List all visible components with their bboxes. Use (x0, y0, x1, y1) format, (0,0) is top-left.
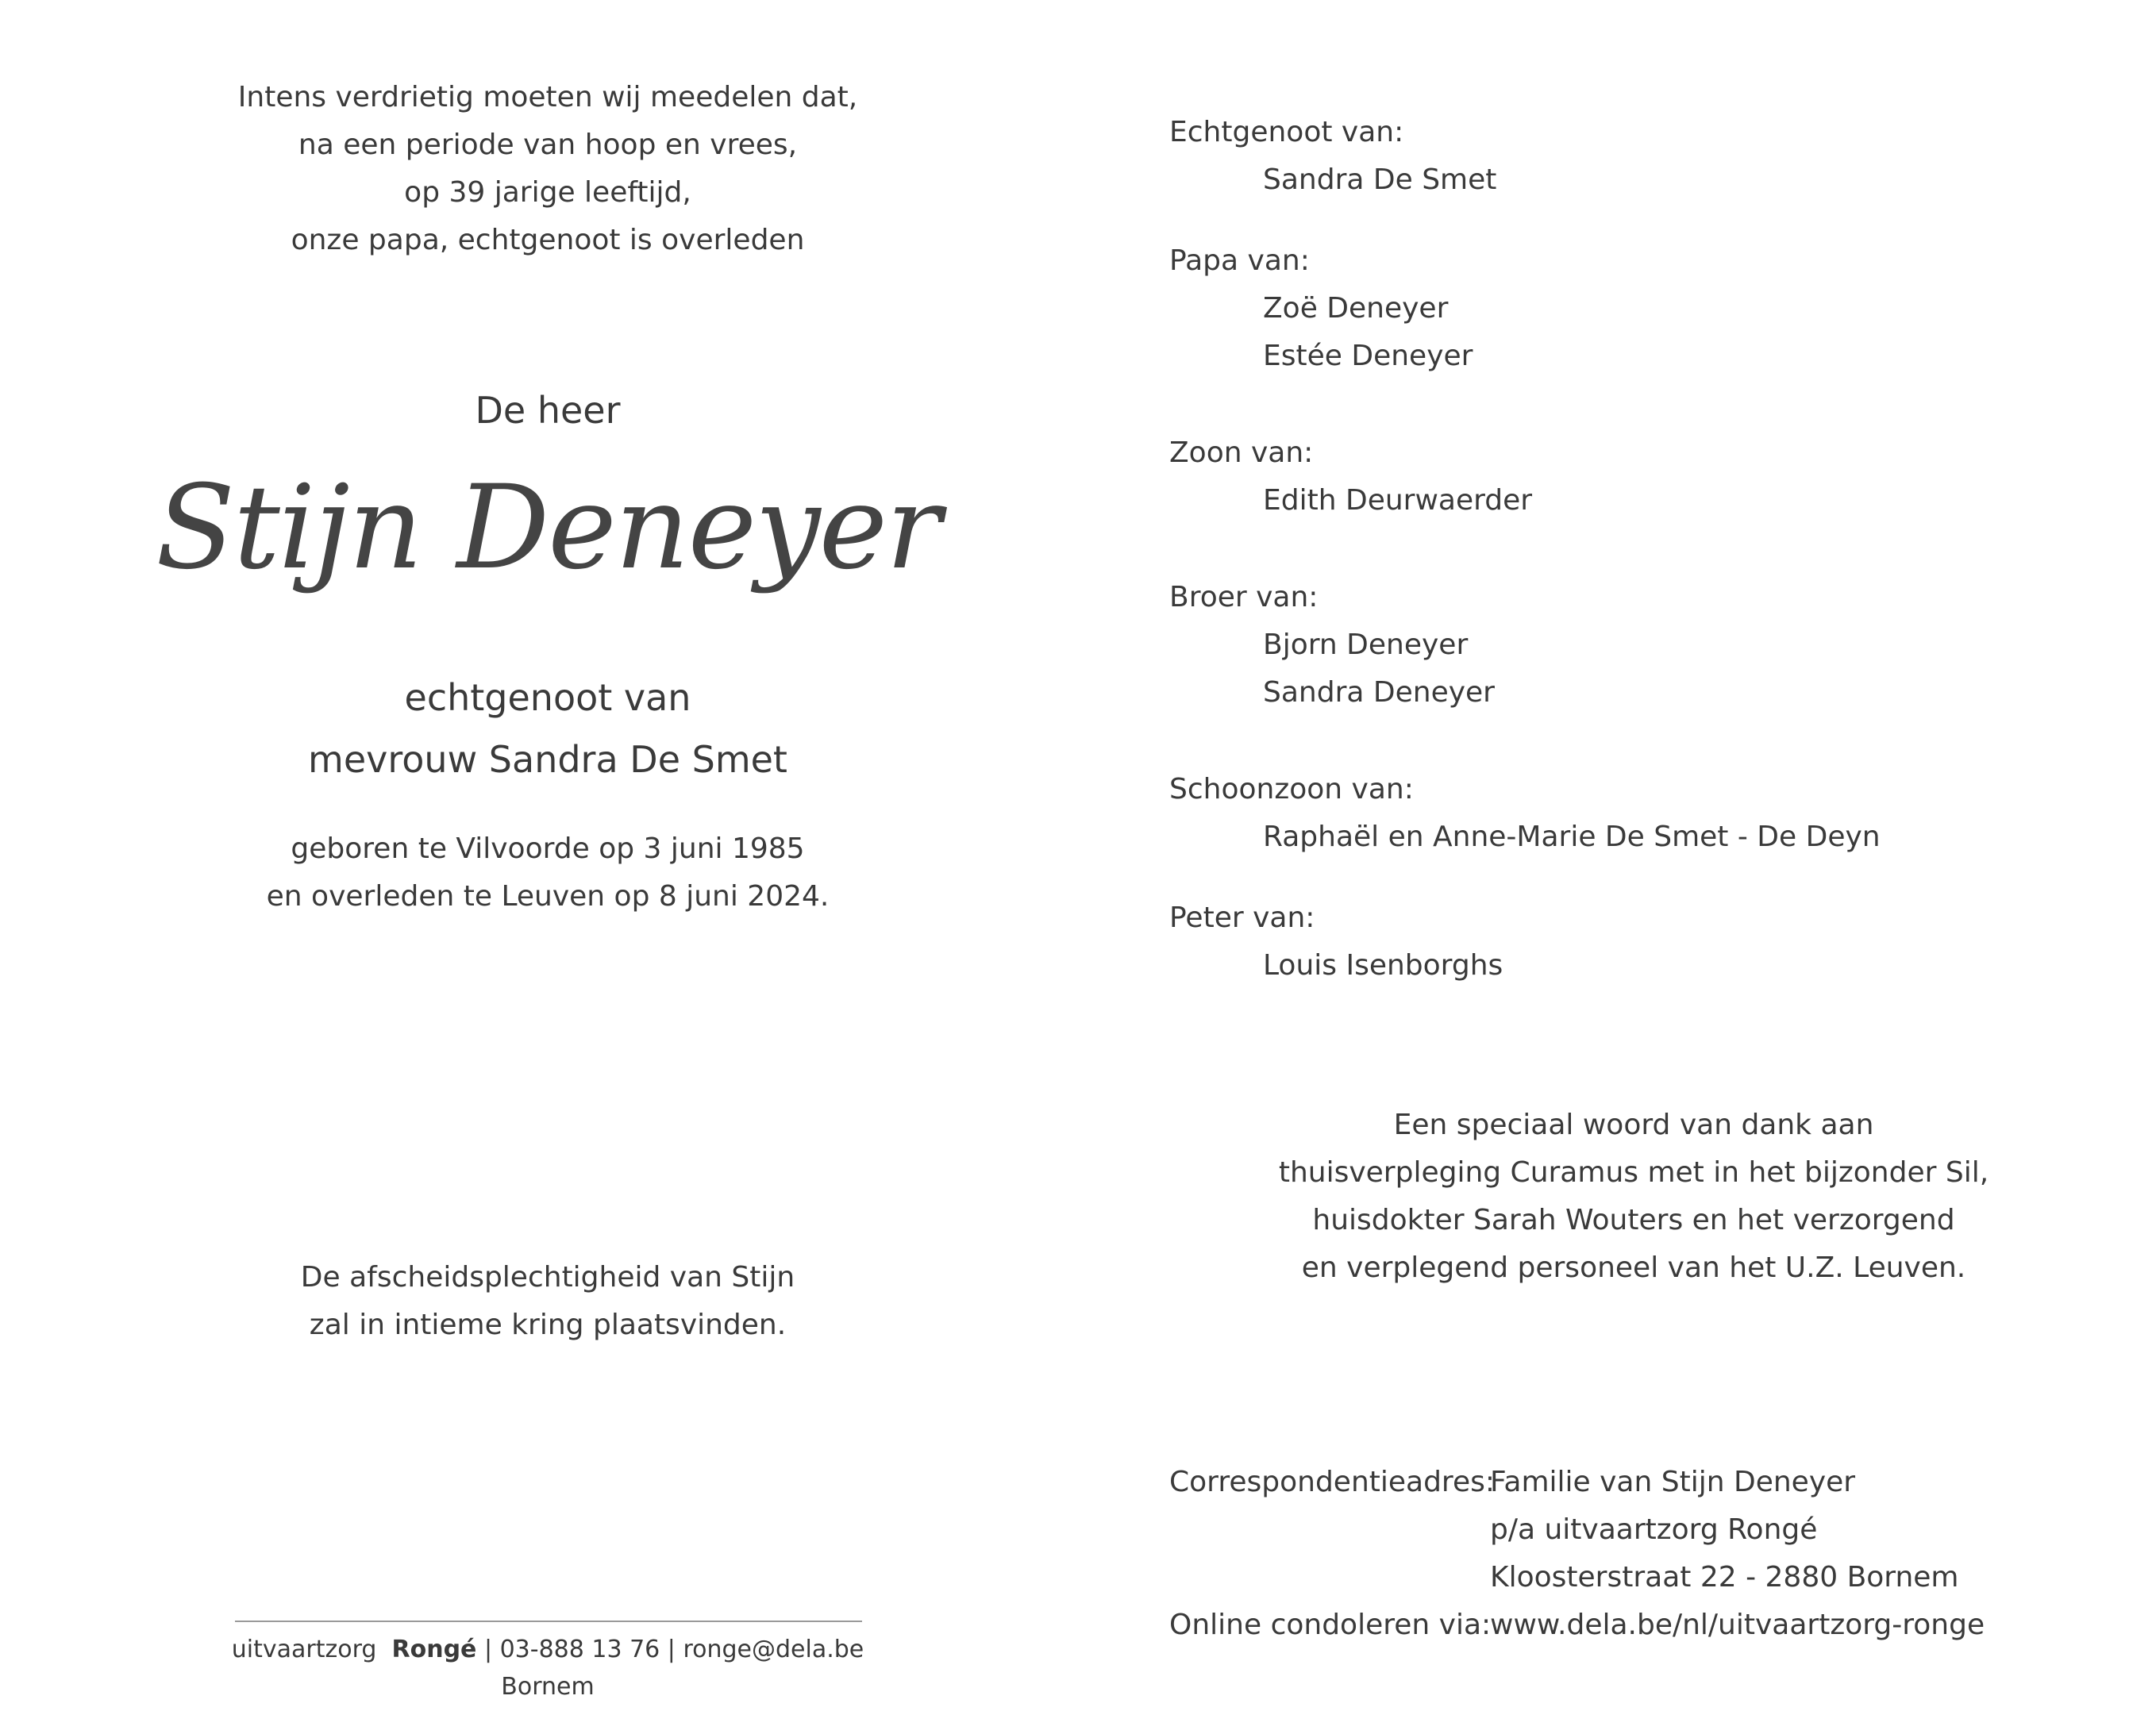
relation-group (1169, 429, 2122, 525)
intro-line: Intens verdrietig moeten wij meedelen dat, (237, 81, 858, 113)
date-line: en overleden te Leuven op 8 juni 2024. (266, 880, 830, 913)
relation-group (1169, 894, 2122, 990)
thanks-line: Een speciaal woord van dank aan (1393, 1109, 1874, 1141)
honorific-title: De heer (475, 389, 621, 432)
footer-brand: Rongé (391, 1636, 477, 1663)
footer-contact: | 03-888 13 76 | ronge@dela.be (483, 1636, 864, 1663)
deceased-name: Stijn Deneyer (156, 460, 940, 595)
intro-line: onze papa, echtgenoot is overleden (291, 224, 805, 256)
contact-block (1169, 1459, 2122, 1649)
spouse-line: echtgenoot van (404, 676, 691, 719)
relation-group (1169, 237, 2122, 380)
relation-name: Zoë Deneyer (1263, 292, 1449, 325)
relation-group (1169, 109, 2122, 204)
birth-death-dates (151, 825, 945, 921)
address-label: Correspondentieadres: (1169, 1466, 1495, 1498)
spouse-line: mevrouw Sandra De Smet (308, 738, 787, 781)
intro-line: op 39 jarige leeftijd, (404, 176, 691, 209)
relation-heading: Papa van: (1169, 244, 1310, 277)
spouse-text (151, 667, 945, 790)
address-line: Kloosterstraat 22 - 2880 Bornem (1490, 1561, 1959, 1594)
relation-name: Bjorn Deneyer (1263, 629, 1469, 661)
intro-line: na een periode van hoop en vrees, (298, 129, 798, 161)
address-row (1169, 1506, 2122, 1554)
online-label: Online condoleren via: (1169, 1609, 1492, 1641)
funeral-home-footer (151, 1631, 945, 1705)
address-line: Familie van Stijn Deneyer (1490, 1466, 1856, 1498)
relations-list (1169, 109, 2122, 1023)
relation-heading: Schoonzoon van: (1169, 773, 1414, 805)
date-line: geboren te Vilvoorde op 3 juni 1985 (291, 832, 805, 865)
online-condolence-row (1169, 1601, 2122, 1649)
thanks-text (1237, 1102, 2031, 1292)
online-condolence-link[interactable]: www.dela.be/nl/uitvaartzorg-ronge (1490, 1609, 1985, 1641)
thanks-line: thuisverpleging Curamus met in het bijzonder Sil, (1278, 1156, 1989, 1189)
ceremony-line: De afscheidsplechtigheid van Stijn (300, 1261, 795, 1294)
relation-heading: Broer van: (1169, 581, 1319, 613)
relation-name: Edith Deurwaerder (1263, 484, 1533, 517)
relation-name: Louis Isenborghs (1263, 949, 1503, 982)
relation-name: Sandra Deneyer (1263, 676, 1495, 709)
thanks-line: en verplegend personeel van het U.Z. Leuven. (1301, 1251, 1966, 1284)
relation-name: Sandra De Smet (1263, 163, 1497, 196)
relation-heading: Zoon van: (1169, 436, 1314, 469)
relation-heading: Echtgenoot van: (1169, 116, 1404, 148)
footer-line (151, 1631, 945, 1668)
ceremony-text (151, 1254, 945, 1349)
address-row (1169, 1459, 2122, 1506)
footer-prefix: uitvaartzorg (231, 1636, 377, 1663)
relation-name: Raphaël en Anne-Marie De Smet - De Deyn (1263, 821, 1881, 853)
relation-group (1169, 574, 2122, 717)
relation-group (1169, 766, 2122, 861)
relation-name: Estée Deneyer (1263, 340, 1473, 372)
relation-heading: Peter van: (1169, 902, 1315, 934)
intro-text (151, 74, 945, 264)
address-row (1169, 1554, 2122, 1601)
address-line: p/a uitvaartzorg Rongé (1490, 1513, 1818, 1546)
footer-city: Bornem (501, 1673, 595, 1701)
footer-divider (235, 1621, 862, 1622)
thanks-line: huisdokter Sarah Wouters en het verzorgend (1312, 1204, 1955, 1236)
ceremony-line: zal in intieme kring plaatsvinden. (309, 1309, 787, 1341)
